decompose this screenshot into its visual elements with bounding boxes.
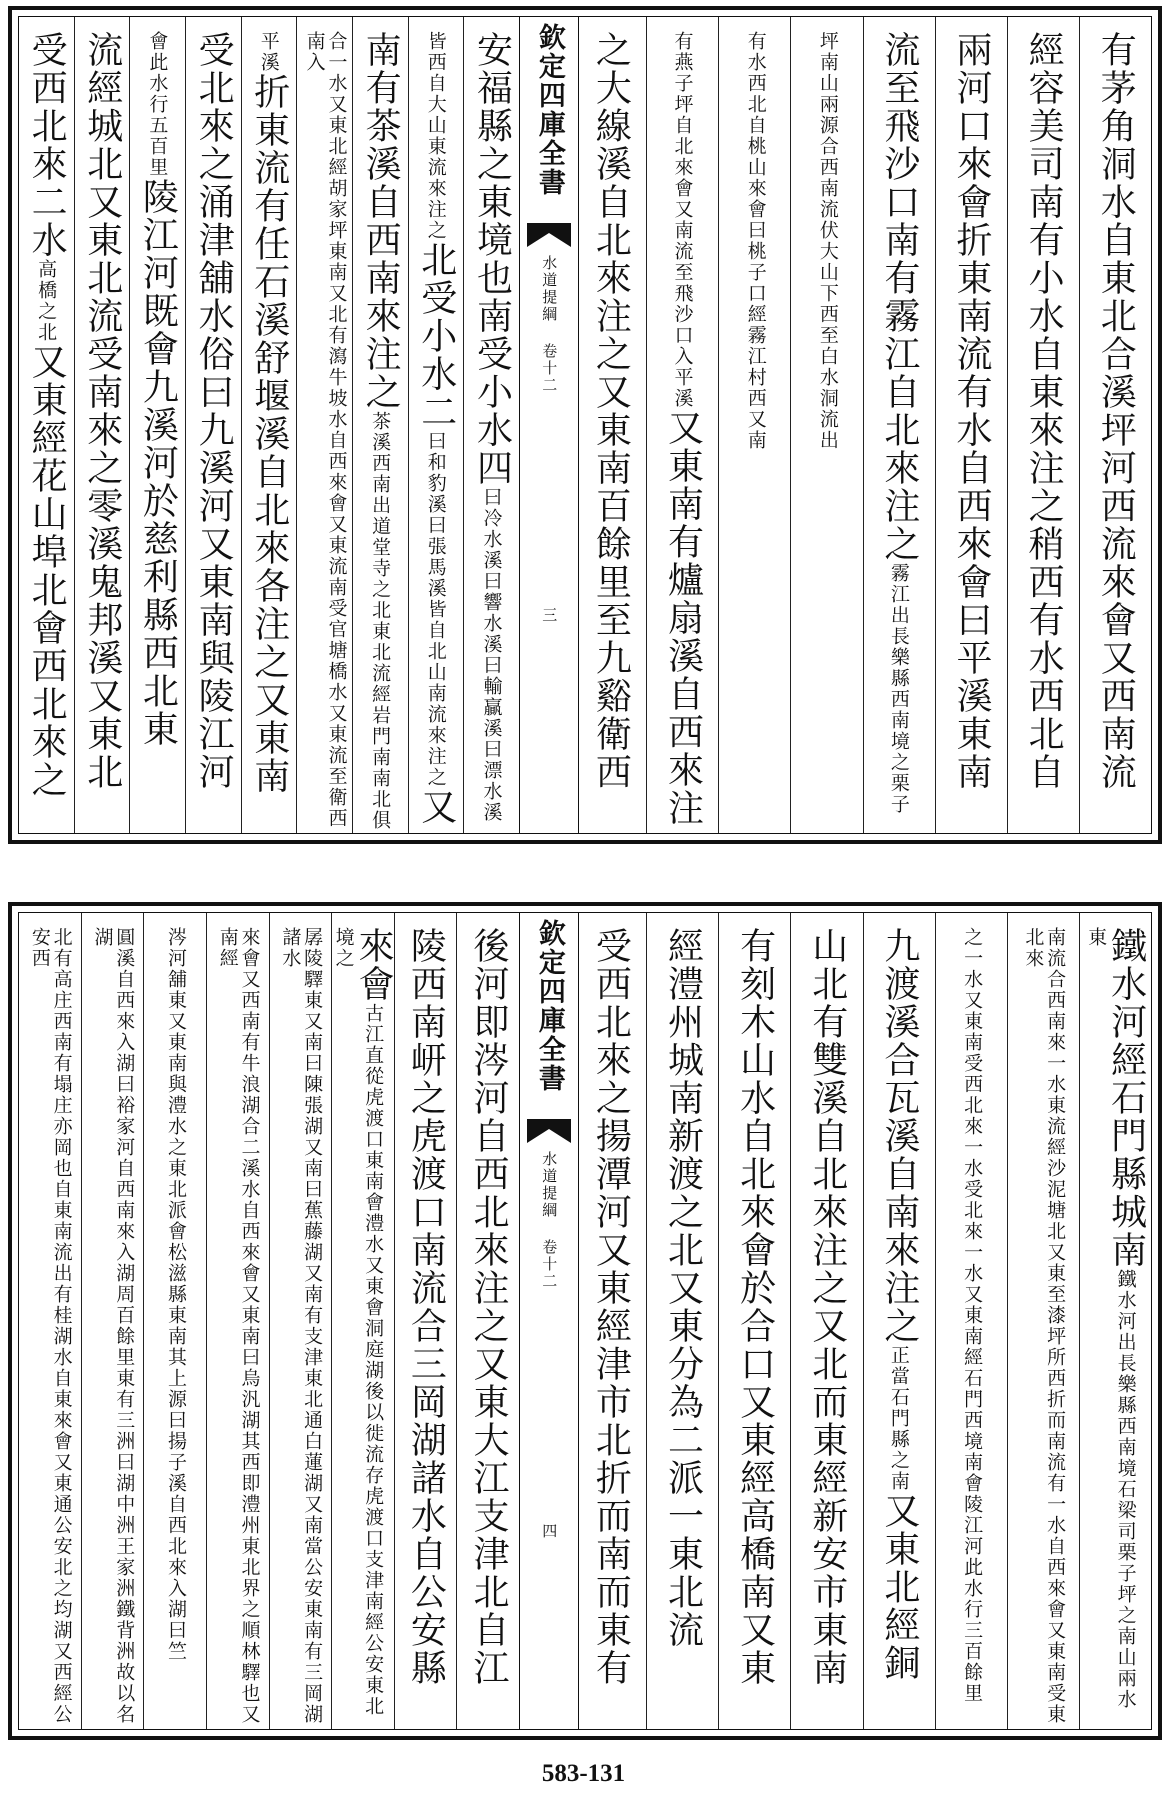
text-column [1079, 913, 1151, 1729]
column-text: 兩河口來會折東南流有水自西來會曰平溪東南 [950, 31, 992, 791]
mixed-column-text [333, 913, 393, 1729]
mixed-column-text [138, 17, 178, 833]
column-text: 北受小水二 [415, 241, 457, 431]
column-text: 受西北來二水 [26, 31, 68, 259]
fish-tail-mark-icon [526, 223, 572, 247]
annotation-text: 北有高庄西南有塌庄亦岡也自東南流出有桂湖水自東來會又東通公安北之均湖又西經公安西 [28, 927, 73, 1725]
text-column [19, 913, 81, 1729]
text-column [935, 913, 1007, 1729]
text-column [296, 17, 352, 833]
text-column [456, 913, 519, 1729]
annotation-text: 南流合西南來一水東流經沙泥塘北又東至漆坪所西折而南流有一水自西來會又東南受東北來 [1022, 927, 1067, 1725]
annotation-text: 曰和豹溪曰張馬溪皆自北山南流來注之 [424, 431, 447, 788]
mixed-column-text [361, 17, 401, 833]
top-page-frame [18, 16, 1152, 834]
column-text: 後河即涔河自西北來注之又東大江支津北自江 [467, 927, 509, 1687]
mixed-column-text [26, 17, 66, 833]
annotation-text: 正當石門縣之南 [887, 1345, 910, 1492]
column-text: 又 [415, 788, 457, 826]
column-text: 又東北經銅 [878, 1492, 920, 1682]
column-text: 九渡溪合瓦溪自南來注之 [878, 927, 920, 1345]
text-column [331, 913, 394, 1729]
mixed-column-text [879, 913, 919, 1729]
top-right-text-block [575, 17, 1151, 833]
text-column [1079, 17, 1151, 833]
text-column [143, 913, 206, 1729]
annotation-text: 孱陵驛東又南曰陳張湖又南曰蕉藤湖又南有支津東北通白蓮湖又南當公安東南有三岡湖諸水 [279, 927, 324, 1725]
text-column [718, 17, 790, 833]
fish-tail-mark-icon [526, 1119, 572, 1143]
annotation-text: 來會又西南有牛浪湖合二溪水自西來會又東南曰烏汎湖其西即澧州東北界之順林驛也又南經 [216, 927, 261, 1725]
text-column [863, 913, 935, 1729]
column-text: 又東經花山埠北會西北來之 [26, 343, 68, 799]
column-text: 折東流有任石溪舒堰溪自北來各注之又東南 [248, 73, 290, 795]
spine-volume: 水道提綱 卷十二 [540, 255, 559, 394]
text-column [575, 913, 646, 1729]
column-text: 有刻木山水自北來會於合口又東經高橋南又東 [734, 927, 776, 1687]
spine-page-number: 四 [540, 1523, 559, 1540]
text-column [269, 913, 332, 1729]
column-text: 山北有雙溪自北來注之又北而東經新安市東南 [806, 927, 848, 1687]
spine-volume: 水道提綱 卷十二 [540, 1151, 559, 1290]
text-column [1007, 17, 1079, 833]
text-column [790, 17, 862, 833]
text-column [1007, 913, 1079, 1729]
annotation-text: 涔河舖東又東南與澧水之東北派會松滋縣東南其上源曰揚子溪自西北來入湖曰竺 [164, 927, 187, 1662]
bottom-spine [519, 913, 579, 1729]
top-left-text-block [19, 17, 519, 833]
column-text: 經澧州城南新渡之北又東分為二派一東北流 [662, 927, 704, 1649]
text-column [129, 17, 185, 833]
annotation-text: 皆西自大山東流來注之 [424, 31, 447, 241]
bottom-page [8, 902, 1162, 1740]
text-column [575, 17, 646, 833]
column-text: 有茅角洞水自東北合溪坪河西流來會又西南流 [1095, 31, 1137, 791]
mixed-column-text [663, 17, 703, 833]
spine-title: 欽定四庫全書 [533, 23, 565, 197]
column-text: 又東南有爐扇溪自西來注 [662, 409, 704, 827]
column-text: 流至飛沙口南有霧江自北來注之 [878, 31, 920, 563]
mixed-column-text [472, 17, 512, 833]
annotation-text: 高橋之北 [35, 259, 58, 343]
annotation-text: 古江直從虎渡口東南會澧水又東會洞庭湖後以徙流存虎渡口支津南經公安東北境之 [332, 927, 385, 1717]
column-text: 來會 [353, 927, 394, 1003]
spine-page-number: 三 [540, 607, 559, 624]
mixed-column-text [249, 17, 289, 833]
annotation-text: 合一水又東北經胡家坪東南又北有瀉牛坡水自西來會又東流南受官塘橋水又東流至衛西南入 [303, 31, 348, 829]
text-column [81, 913, 144, 1729]
text-column [646, 913, 718, 1729]
annotation-text: 有燕子坪自北來會又南流至飛沙口入平溪 [671, 31, 694, 409]
spine-title: 欽定四庫全書 [533, 919, 565, 1093]
annotation-text: 鐵水河出長樂縣西南境石梁司栗子坪之南山兩水東 [1085, 927, 1137, 1710]
text-column [646, 17, 718, 833]
mixed-column-text [879, 17, 919, 833]
text-column [185, 17, 241, 833]
column-text: 陵江河既會九溪河於慈利縣西北東 [137, 178, 179, 748]
text-column [394, 913, 457, 1729]
annotation-text: 曰冷水溪曰響水溪曰輸贏溪曰漂水溪 [480, 487, 503, 823]
annotation-text: 茶溪西南出道堂寺之北東北流經岩門南南北俱 [369, 411, 392, 831]
annotation-text: 會此水行五百里 [146, 31, 169, 178]
text-column [863, 17, 935, 833]
text-column [241, 17, 297, 833]
text-column [19, 17, 74, 833]
mixed-column-text [1085, 913, 1145, 1729]
bottom-right-text-block [575, 913, 1151, 1729]
column-text: 陵西南岍之虎渡口南流合三岡湖諸水自公安縣 [405, 927, 447, 1687]
top-page [8, 6, 1162, 844]
top-spine [519, 17, 579, 833]
text-column [463, 17, 519, 833]
text-column [790, 913, 862, 1729]
column-text: 受北來之涌津舖水俗曰九溪河又東南與陵江河 [193, 31, 235, 791]
column-text: 流經城北又東北流受南來之零溪鬼邦溪又東北 [81, 31, 123, 791]
text-column [935, 17, 1007, 833]
bottom-left-text-block [19, 913, 519, 1729]
column-text: 經容美司南有小水自東來注之稍西有水西北自 [1023, 31, 1065, 791]
annotation-text: 坪南山兩源合西南流伏大山下西至白水洞流出 [816, 31, 839, 451]
text-column [718, 913, 790, 1729]
annotation-text: 圓溪自西來入湖曰裕家河自西南來入湖周百餘里東有三洲曰湖中洲王家洲鐵背洲故以名湖 [91, 927, 136, 1725]
column-text: 安福縣之東境也南受小水四 [471, 31, 513, 487]
column-text: 受西北來之揚潭河又東經津市北折而南而東有 [590, 927, 632, 1687]
annotation-text: 平溪 [257, 31, 280, 73]
column-text: 之大線溪自北來注之又東南百餘里至九谿衛西 [590, 31, 632, 791]
annotation-text: 霧江出長樂縣西南境之栗子 [887, 563, 910, 815]
text-column [74, 17, 130, 833]
bottom-page-frame [18, 912, 1152, 1730]
annotation-text: 之一水又東南受西北來一水受北來一水又東南經石門西境南會陵江河此水行三百餘里 [961, 927, 984, 1704]
text-column [206, 913, 269, 1729]
text-column [408, 17, 464, 833]
column-text: 鐵水河經石門縣城南 [1105, 927, 1147, 1269]
text-column [352, 17, 408, 833]
mixed-column-text [416, 17, 456, 833]
column-text: 南有茶溪自西南來注之 [360, 31, 402, 411]
annotation-text: 有水西北自桃山來會曰桃子口經霧江村西又南 [744, 31, 767, 451]
scan-page-number: 583-131 [541, 1760, 626, 1787]
